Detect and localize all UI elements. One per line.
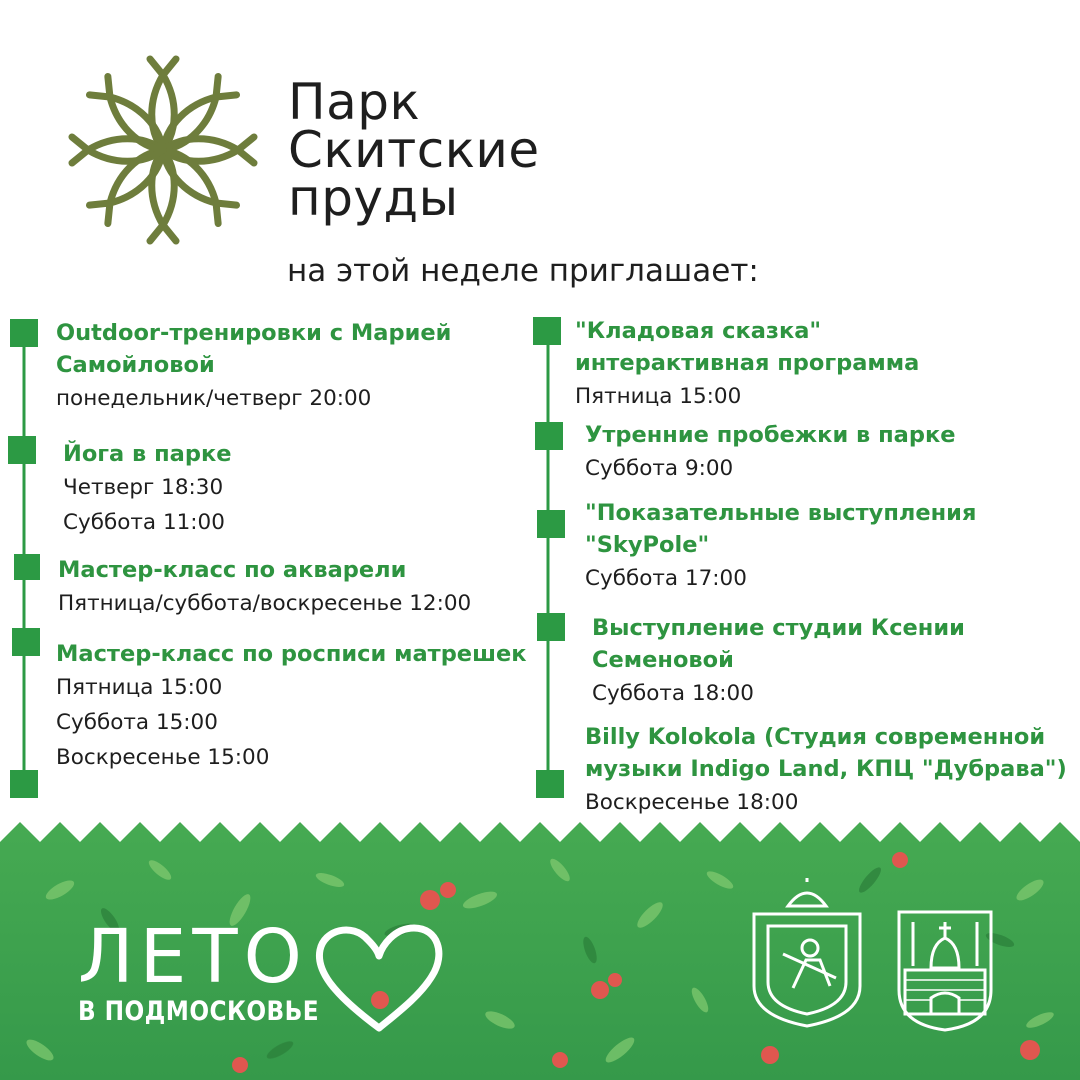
event-time: Воскресенье 15:00 xyxy=(56,745,270,770)
event-time: Пятница 15:00 xyxy=(575,384,742,409)
event-time: Пятница/суббота/воскресенье 12:00 xyxy=(58,591,472,616)
sergiev-posad-coat-of-arms-icon xyxy=(895,908,995,1033)
park-title-line: пруды xyxy=(288,169,459,227)
event-time: Воскресенье 18:00 xyxy=(585,790,799,815)
event-title: Billy Kolokola (Студия современной xyxy=(585,724,1046,750)
event-title: Семеновой xyxy=(592,647,734,673)
event-time: Суббота 11:00 xyxy=(63,510,225,535)
event-title: Выступление студии Ксении xyxy=(592,615,965,641)
leto-subtitle: В ПОДМОСКОВЬЕ xyxy=(78,996,320,1027)
timeline-marker xyxy=(10,770,38,798)
event-time: Суббота 15:00 xyxy=(56,710,218,735)
timeline-marker xyxy=(10,319,38,347)
event-studio-semenova xyxy=(592,612,965,711)
event-time: Пятница 15:00 xyxy=(56,675,223,700)
event-title: музыки Indigo Land, КПЦ "Дубрава") xyxy=(585,756,1067,782)
invitation-subtitle: на этой неделе приглашает: xyxy=(287,253,759,289)
timeline-marker xyxy=(536,770,564,798)
event-time: Суббота 17:00 xyxy=(585,566,747,591)
park-title-line: Скитские xyxy=(288,121,540,179)
event-yoga xyxy=(63,438,232,540)
event-title: интерактивная программа xyxy=(575,350,920,376)
timeline-marker xyxy=(8,436,36,464)
event-outdoor-training xyxy=(56,317,451,416)
event-title: Мастер-класс по росписи матрешек xyxy=(56,641,527,667)
leto-word: ЛЕТО xyxy=(78,914,308,1000)
event-title: "Кладовая сказка" xyxy=(575,318,822,344)
event-billy-kolokola xyxy=(585,721,1067,820)
heart-icon xyxy=(312,918,447,1038)
event-matryoshka-class xyxy=(56,638,527,775)
event-watercolor-class xyxy=(58,554,471,621)
park-title xyxy=(288,73,540,227)
event-title: Утренние пробежки в парке xyxy=(585,422,956,448)
park-logo-icon xyxy=(68,55,258,245)
event-title: "Показательные выступления xyxy=(585,500,977,526)
event-morning-runs xyxy=(585,419,955,486)
moscow-oblast-coat-of-arms-icon xyxy=(748,878,866,1028)
event-title: "SkyPole" xyxy=(585,532,710,558)
event-time: Суббота 9:00 xyxy=(585,456,734,481)
event-title: Outdoor-тренировки с Марией xyxy=(56,320,452,346)
timeline-marker xyxy=(14,554,40,580)
event-title: Самойловой xyxy=(56,352,215,378)
event-skypole xyxy=(585,497,976,596)
park-title-line: Парк xyxy=(288,73,421,131)
timeline-marker xyxy=(12,628,40,656)
timeline-marker xyxy=(537,613,565,641)
event-title: Мастер-класс по акварели xyxy=(58,557,407,583)
event-kladovaya-skazka xyxy=(575,315,919,414)
event-title: Йога в парке xyxy=(63,441,232,467)
timeline-marker xyxy=(535,422,563,450)
event-time: Суббота 18:00 xyxy=(592,681,754,706)
event-time: понедельник/четверг 20:00 xyxy=(56,386,372,411)
timeline-marker xyxy=(533,317,561,345)
event-time: Четверг 18:30 xyxy=(63,475,224,500)
timeline-marker xyxy=(537,510,565,538)
